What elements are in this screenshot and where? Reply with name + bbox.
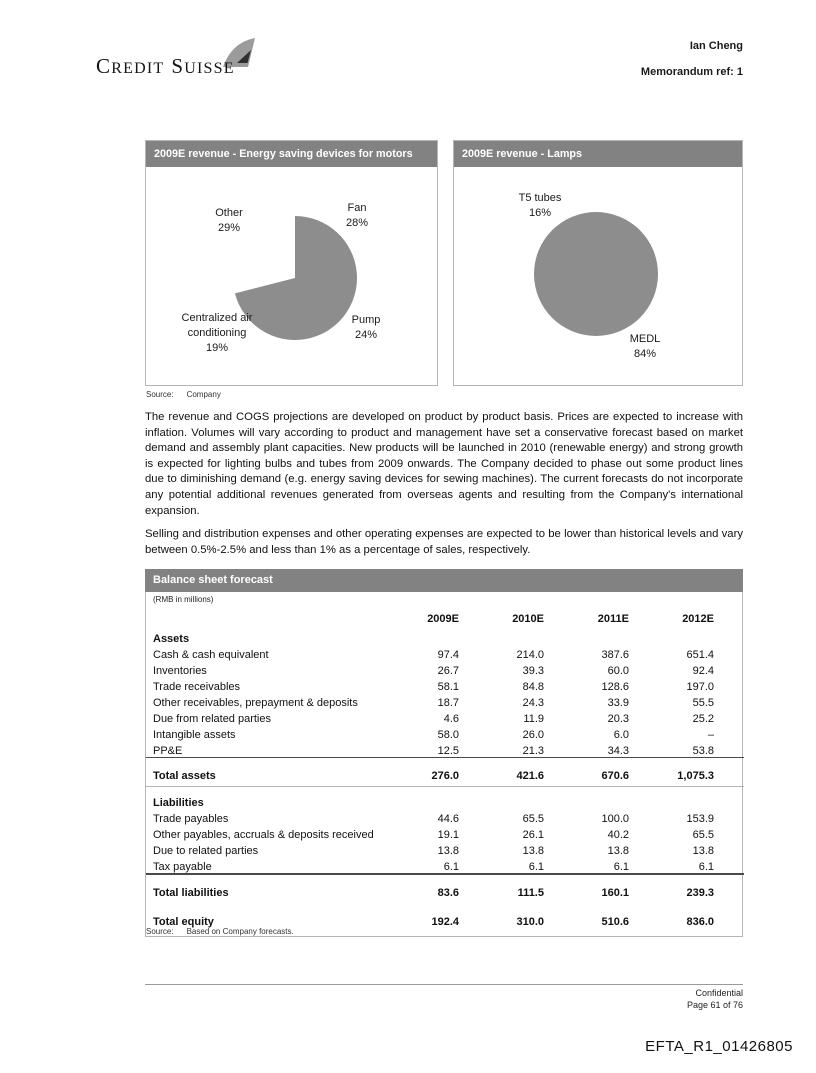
slice-name: T5 tubes [518,192,562,204]
chart-source-note [146,390,221,399]
cell-value: 39.3 [522,665,544,677]
slice-pct: 29% [217,222,241,234]
row-label: Due to related parties [153,845,259,857]
cell-value: 510.6 [601,916,629,928]
table-row [146,741,744,758]
slice-pct: 19% [205,342,229,354]
table-row [146,725,744,741]
chart-lamps-plot-area [454,167,742,385]
row-label: Cash & cash equivalent [153,649,269,661]
section-heading-liabilities [146,787,744,810]
logo-letters: UISSE [184,60,235,77]
table-row [146,677,744,693]
row-label: Due from related parties [153,713,271,725]
cell-value: 111.5 [459,874,544,902]
chart-motors-box [145,140,438,386]
row-label: Other payables, accruals & deposits received [153,829,374,841]
row-label: Total equity [153,916,214,928]
cell-value: 670.6 [544,758,629,787]
cell-value: 100.0 [601,813,629,825]
body-paragraph-1: The revenue and COGS projections are developed on product by product basis. Prices are expected to increase with inflation. Volumes will vary according to product and management have set a conservative forecast based on market demand and assembly plant capacities. New products will be launched in 2010 (renewable energy) and strong growth is expected for lighting bulbs and tubes from 2009 onwards. The Company decided to phase out some product lines due to diminishing demand (e.g. energy saving devices for sewing machines). The current forecasts do not incorporate any potential additional revenues generated from overseas agents and resulting from the Company's international expansion. [145,411,743,517]
pie-label-fan [327,201,387,231]
cell-value: 26.0 [522,729,544,741]
footer-block [687,988,743,1011]
cell-value: 6.1 [698,861,714,873]
cell-value: 58.0 [437,729,459,741]
row-label: Trade receivables [153,681,241,693]
page-number: Page 61 of 76 [686,999,743,1010]
cell-value: 13.8 [437,845,459,857]
bates-stamp: EFTA_R1_01426805 [645,1038,793,1055]
cell-value: 65.5 [692,829,714,841]
table-unit-note: (RMB in millions) [153,595,214,604]
balance-sheet-table-container [145,592,743,937]
cell-value: 6.1 [613,861,629,873]
table-row [146,857,744,874]
cell-value: 40.2 [607,829,629,841]
row-label: Total assets [146,758,374,787]
cell-value: 13.8 [692,845,714,857]
cell-value: 97.4 [437,649,459,661]
cell-value: 65.5 [522,813,544,825]
cell-value: 18.7 [437,697,459,709]
pie-chart-lamps [533,211,659,337]
table-source-note [146,927,294,936]
section-heading-assets [146,625,744,645]
slice-name: MEDL [629,333,661,345]
row-label: Total liabilities [146,874,374,902]
footer-divider [145,984,743,985]
table-row [146,693,744,709]
chart-motors-title: 2009E revenue - Energy saving devices for motors [146,141,437,167]
cell-value: 84.8 [522,681,544,693]
body-paragraph-2: Selling and distribution expenses and other operating expenses are expected to be lower than historical levels and vary between 0.5%-2.5% and less than 1% as a percentage of sales, respectively. [145,528,743,556]
total-assets-row [146,758,744,787]
row-label: Intangible assets [153,729,236,741]
pie-label-pump [336,313,396,343]
column-header-row [146,608,744,625]
logo-letters: REDIT [111,60,165,77]
cell-value: 58.1 [437,681,459,693]
slice-pct: 24% [354,329,378,341]
table-row [146,825,744,841]
source-value: Based on Company forecasts. [186,927,294,936]
slice-name: Other [215,207,243,219]
cell-value: 276.0 [374,758,459,787]
cell-value: 160.1 [544,874,629,902]
table-row [146,645,744,661]
chart-motors-plot-area [146,167,437,385]
logo-wordmark [96,54,235,79]
cell-value: 6.1 [443,861,459,873]
balance-sheet-table [146,608,744,931]
cell-value: 21.3 [522,745,544,757]
source-label: Source: [146,927,174,936]
cell-value: 4.6 [443,713,459,725]
total-liabilities-row [146,874,744,902]
cell-value: 19.1 [437,829,459,841]
cell-value: 53.8 [692,745,714,757]
cell-value: 33.9 [607,697,629,709]
column-header-empty [146,608,374,625]
cell-value: 83.6 [374,874,459,902]
cell-value: 128.6 [601,681,629,693]
pie-label-centralized-air-conditioning [162,311,272,356]
cell-value: 92.4 [692,665,714,677]
row-label: Tax payable [153,861,212,873]
pie-label-other [189,206,269,236]
cell-value: 34.3 [607,745,629,757]
cell-value: 239.3 [629,874,744,902]
slice-name: Fan [347,202,367,214]
pie-label-medl [610,332,680,362]
cell-value: 197.0 [686,681,714,693]
column-header: 2010E [512,613,544,625]
row-label: Other receivables, prepayment & deposits [153,697,358,709]
cell-value: 836.0 [686,916,714,928]
table-title-bar: Balance sheet forecast [145,569,743,592]
table-row [146,709,744,725]
row-label: Trade payables [153,813,229,825]
cell-value: 214.0 [516,649,544,661]
slice-pct: 84% [633,348,657,360]
confidential-label: Confidential [695,988,743,998]
cell-value: 387.6 [601,649,629,661]
column-header: 2012E [682,613,714,625]
table-row [146,841,744,857]
cell-value: 26.1 [522,829,544,841]
slice-pct: 16% [528,207,552,219]
cell-value: 20.3 [607,713,629,725]
row-label: PP&E [153,745,183,757]
memorandum-ref: Memorandum ref: 1 [640,66,743,78]
source-label: Source: [146,390,174,399]
cell-value: 26.7 [437,665,459,677]
table-row [146,661,744,677]
logo-letter: S [171,54,185,78]
table-row [146,809,744,825]
cell-value: 24.3 [522,697,544,709]
section-label: Liabilities [153,797,204,809]
pie-label-t5-tubes [500,191,580,221]
cell-value: 1,075.3 [629,758,744,787]
cell-value: – [707,729,714,741]
row-label: Inventories [153,665,207,677]
cell-value: 153.9 [686,813,714,825]
slice-name: Centralized air conditioning [181,312,253,339]
logo-letter: C [96,54,112,78]
cell-value: 13.8 [607,845,629,857]
cell-value: 44.6 [437,813,459,825]
author-name: Ian Cheng [689,40,743,52]
cell-value: 25.2 [692,713,714,725]
cell-value: 55.5 [692,697,714,709]
cell-value: 6.0 [613,729,629,741]
cell-value: 6.1 [528,861,544,873]
cell-value: 192.4 [431,916,459,928]
cell-value: 13.8 [522,845,544,857]
credit-suisse-logo [96,38,266,82]
cell-value: 60.0 [607,665,629,677]
chart-lamps-box [453,140,743,386]
header-right [641,41,743,78]
section-label: Assets [153,633,190,645]
cell-value: 11.9 [523,713,544,725]
slice-name: Pump [351,314,381,326]
cell-value: 310.0 [516,916,544,928]
column-header: 2011E [597,613,629,625]
cell-value: 421.6 [459,758,544,787]
cell-value: 12.5 [437,745,459,757]
source-value: Company [186,390,221,399]
column-header: 2009E [427,613,459,625]
chart-lamps-title: 2009E revenue - Lamps [454,141,742,167]
slice-pct: 28% [345,217,369,229]
cell-value: 651.4 [686,649,714,661]
